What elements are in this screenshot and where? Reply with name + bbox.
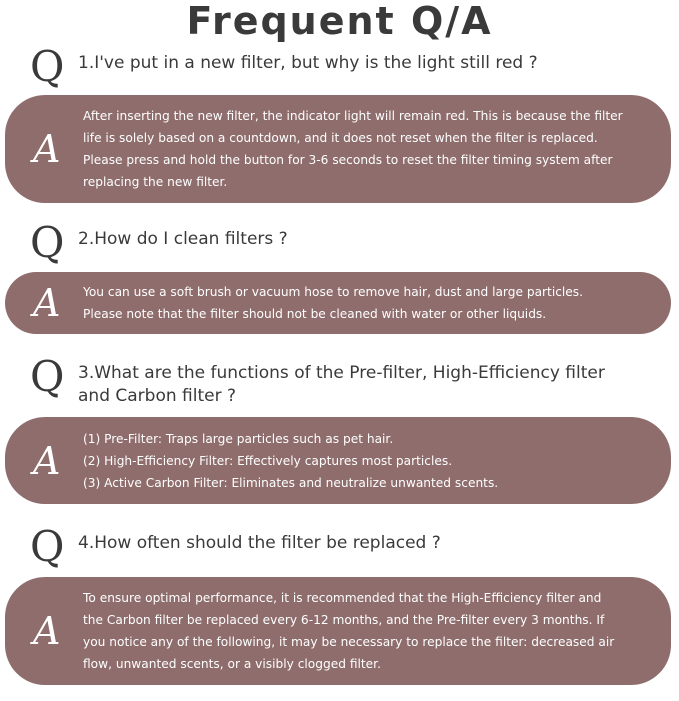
q-letter: Q [30,522,65,571]
answer-line: To ensure optimal performance, it is recommended that the High-Efficiency filter and [83,591,602,605]
q-letter: Q [30,352,65,401]
question-line: 1.I've put in a new filter, but why is the light still red ? [78,53,538,73]
question-line: 4.How often should the filter be replaced ? [78,533,441,553]
answer-line: the Carbon filter be replaced every 6-12 months, and the Pre-filter every 3 months. If [83,613,605,627]
question-text [78,228,671,251]
answer-line: (1) Pre-Filter: Traps large particles such as pet hair. [83,431,394,446]
answer-line: You can use a soft brush or vacuum hose to remove hair, dust and large particles. [83,285,584,299]
question-line: and Carbon filter ? [78,386,237,406]
answer-text [83,105,651,193]
page-title: Frequent Q/A [186,0,493,43]
answer-line: Please note that the filter should not be cleaned with water or other liquids. [83,307,547,321]
answer-4 [5,577,671,685]
question-line: 3.What are the functions of the Pre-filter, High-Efficiency filter [78,363,605,383]
question-text [78,52,671,75]
answer-3 [5,417,671,504]
answer-line: After inserting the new filter, the indicator light will remain red. This is because the filter [83,109,623,123]
a-letter: A [33,609,61,653]
answer-1 [5,95,671,203]
q-letter: Q [30,42,65,91]
answer-line: (3) Active Carbon Filter: Eliminates and neutralize unwanted scents. [83,475,499,490]
a-letter: A [33,281,61,325]
answer-line: replacing the new filter. [83,175,228,189]
answer-2 [5,272,671,334]
answer-text [83,428,651,494]
answer-line: you notice any of the following, it may be necessary to replace the filter: decreased air [83,635,615,649]
question-text [78,532,671,555]
answer-line: (2) High-Efficiency Filter: Effectively captures most particles. [83,453,453,468]
answer-line: Please press and hold the button for 3-6 seconds to reset the filter timing system after [83,153,613,167]
answer-text [83,281,651,325]
question-line: 2.How do I clean filters ? [78,229,288,249]
answer-text [83,587,651,675]
a-letter: A [33,438,61,483]
q-letter: Q [30,218,65,267]
question-text [78,362,671,408]
answer-line: flow, unwanted scents, or a visibly clogged filter. [83,657,381,671]
a-letter: A [33,127,61,171]
answer-line: life is solely based on a countdown, and it does not reset when the filter is replaced. [83,131,598,145]
